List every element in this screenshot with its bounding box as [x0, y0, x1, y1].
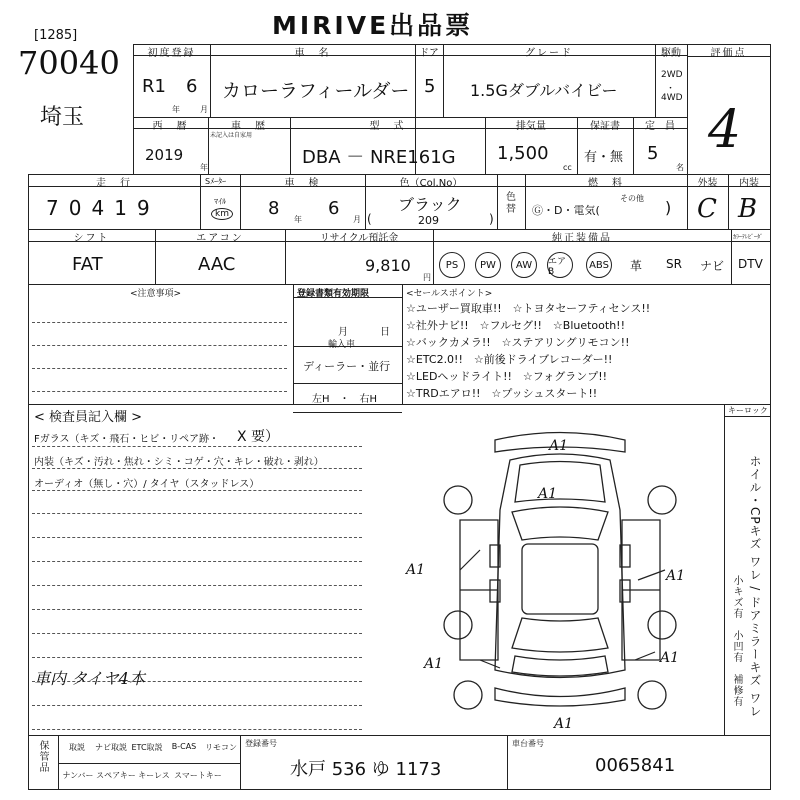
page-title: MIRIVE出品票	[272, 11, 474, 40]
lot-code: [1285]	[34, 28, 78, 43]
year-unit-2: 年	[200, 163, 208, 172]
recycle-label: リサイクル預託金	[319, 233, 399, 244]
meter-unit-label: Sﾒｰﾀｰ	[205, 177, 227, 186]
ac-value: AAC	[198, 254, 236, 275]
damage-mark: A1	[549, 438, 569, 454]
fuel-other: その他	[620, 194, 644, 203]
caution-label: <注意事項>	[130, 289, 182, 299]
model-label: 型 式	[369, 121, 406, 132]
equip-dtv: DTV	[738, 257, 763, 271]
region: 埼玉	[40, 105, 85, 130]
era-value: R1	[142, 76, 166, 97]
color-paren-close: )	[489, 212, 494, 226]
equip-ps: PS	[439, 252, 465, 278]
warranty-label: 保証書	[590, 121, 620, 132]
interior-grade: B	[738, 194, 758, 224]
month-unit: 月	[200, 105, 208, 114]
equip-aw: AW	[511, 252, 537, 278]
recycle-value: 9,810	[365, 256, 411, 275]
score-label: 評価点	[710, 48, 747, 59]
fuel-label: 燃 料	[588, 178, 624, 189]
drive-4wd: 4WD	[661, 93, 683, 103]
color-swap-label: 色替	[506, 192, 516, 215]
year-label: 西 暦	[152, 121, 189, 132]
sales-point: ☆TRDエアロ!! ☆プッシュスタート!!	[406, 387, 598, 400]
import-label: 輸入車	[328, 340, 356, 350]
history-note: 未記入は自家用	[210, 132, 253, 139]
door-value: 5	[424, 76, 436, 97]
displacement-unit: cc	[563, 163, 572, 172]
fuel-options: Ⓖ・D・電気(	[532, 204, 600, 217]
month-value: 6	[186, 76, 198, 97]
sales-point: ☆ユーザー買取車!! ☆トヨタセーフティセンス!!	[406, 302, 651, 315]
damage-mark: A1	[666, 568, 686, 584]
interior-line: 内装（キズ・汚れ・焦れ・シミ・コゲ・穴・キレ・破れ・剥れ）	[34, 457, 324, 468]
mileage-digits	[46, 196, 150, 220]
plate-value: 水戸 536 ゆ 1173	[290, 759, 442, 780]
mileage-digit: 1	[114, 196, 127, 220]
drive-2wd: 2WD	[661, 70, 683, 80]
chassis-value: 0065841	[595, 755, 676, 776]
sales-point: ☆バックカメラ!! ☆ステアリングリモコン!!	[406, 336, 630, 349]
color-paren-open: (	[367, 212, 372, 226]
shift-value: FAT	[72, 254, 103, 275]
year-unit: 年	[172, 105, 180, 114]
score-value: 4	[708, 100, 742, 160]
color-value: ブラック	[398, 195, 462, 214]
car-name-value: カローラフィールダー	[222, 80, 410, 102]
damage-mark: A1	[406, 562, 426, 578]
capacity-label: 定 員	[645, 121, 675, 132]
keep-item-manual: 取説	[69, 743, 85, 752]
sales-point: ☆LEDヘッドライト!! ☆フォグランプ!!	[406, 370, 608, 383]
equip-pw: PW	[475, 252, 501, 278]
unit-mile: ﾏｲﾙ	[214, 197, 226, 206]
glass-line: Fガラス（キズ・飛石・ヒビ・リペア跡・	[34, 434, 220, 445]
inspection-label: < 検査員記入欄 >	[34, 410, 143, 425]
regdate-month: 月	[338, 327, 348, 338]
keep-item-keyless: キーレス	[138, 771, 170, 780]
exterior-grade: C	[697, 194, 717, 224]
interior-label: 内装	[739, 178, 759, 189]
fuel-close: )	[665, 198, 672, 217]
capacity-value: 5	[647, 143, 659, 164]
keep-item-smart-key: スマートキー	[174, 771, 222, 780]
sales-point: ☆社外ナビ!! ☆フルセグ!! ☆Bluetooth!!	[406, 319, 626, 332]
mileage-label: 走 行	[96, 178, 132, 189]
shaken-year-unit: 年	[294, 215, 302, 224]
damage-mark: A1	[660, 650, 680, 666]
damage-legend: ホイル・CPキズ ワレ / ドアミラーキズ ワレ	[748, 455, 762, 718]
keep-item-remote: リモコン	[205, 743, 237, 752]
shift-label: シフト	[73, 233, 110, 244]
damage-mark: A1	[424, 656, 444, 672]
mileage-digit: 9	[136, 196, 150, 220]
audio-line: オーディオ（無し・穴）/ タイヤ（スタッドレス）	[34, 479, 260, 490]
mileage-digit: 7	[46, 196, 59, 220]
model-value: DBA － NRE161G	[302, 147, 456, 168]
equip-sr: SR	[666, 257, 682, 271]
glass-mark: X 要）	[237, 429, 280, 445]
displacement-label: 排気量	[516, 121, 546, 132]
door-label: ドア	[419, 48, 439, 59]
grade-label: グレード	[525, 48, 573, 59]
lot-number: 70040	[18, 44, 120, 82]
keep-item-navi-manual: ナビ取説	[95, 743, 127, 752]
grade-value: 1.5Gダブルバイビー	[470, 81, 618, 100]
keep-label: 保管品	[37, 740, 48, 773]
equip-navi: ナビ	[700, 259, 725, 273]
drive-label: 駆動	[661, 48, 681, 59]
handwritten-note: 車内 タイヤ4本	[34, 669, 145, 688]
mileage-digit: 0	[68, 196, 82, 220]
chassis-label: 車台番号	[512, 739, 544, 748]
regdate-day: 日	[380, 327, 390, 338]
keep-item-bcas: B-CAS	[171, 742, 197, 751]
shaken-year: 8	[268, 198, 280, 219]
import-type: ディーラー・並行	[303, 360, 391, 373]
displacement-value: 1,500	[497, 143, 549, 164]
recycle-unit: 円	[423, 273, 431, 282]
unit-km: km	[211, 208, 233, 220]
shaken-label: 車 検	[284, 178, 321, 189]
handle-side: 左H ・ 右H	[312, 394, 378, 405]
equip-leather: 革	[630, 259, 643, 273]
keep-item-spare-key: スペアキー	[96, 771, 136, 780]
ac-label: エアコン	[196, 233, 244, 244]
car-damage-diagram	[420, 420, 700, 720]
color-label: 色（Col.No）	[399, 178, 463, 189]
plate-label: 登録番号	[245, 739, 277, 748]
mileage-digit: 4	[91, 196, 105, 220]
regdate-label: 登録書類有効期限	[297, 289, 370, 299]
damage-mark: A1	[554, 716, 574, 732]
color-code: 209	[418, 214, 439, 227]
car-name-label: 車 名	[294, 48, 331, 59]
damage-mark: A1	[538, 486, 558, 502]
equip-abs: ABS	[586, 252, 612, 278]
equipment-label: 純正装備品	[552, 233, 612, 244]
exterior-label: 外装	[697, 178, 718, 189]
sales-point: ☆ETC2.0!! ☆前後ドライブレコーダー!!	[406, 353, 613, 366]
keep-item-etc-manual: ETC取説	[131, 743, 163, 752]
sales-label: <セールスポイント>	[406, 289, 493, 299]
shaken-month: 6	[328, 198, 340, 219]
drive-sep: ・	[666, 84, 676, 94]
capacity-unit: 名	[676, 163, 684, 172]
first-reg-label: 初度登録	[147, 48, 196, 59]
year-value: 2019	[145, 146, 184, 164]
shaken-month-unit: 月	[353, 215, 361, 224]
history-label: 車 歴	[231, 121, 267, 132]
damage-legend-2: 小キズ有 小凹有 補修有	[731, 575, 742, 707]
equip-airbag: エアB	[547, 252, 573, 278]
tv-label: ｶﾗｰﾃﾚﾋﾞｰﾀﾞ	[733, 234, 764, 241]
keep-item-plate: ナンバー	[62, 771, 94, 780]
keylock-label: キーロック	[728, 406, 768, 415]
warranty-value: 有・無	[584, 150, 624, 165]
